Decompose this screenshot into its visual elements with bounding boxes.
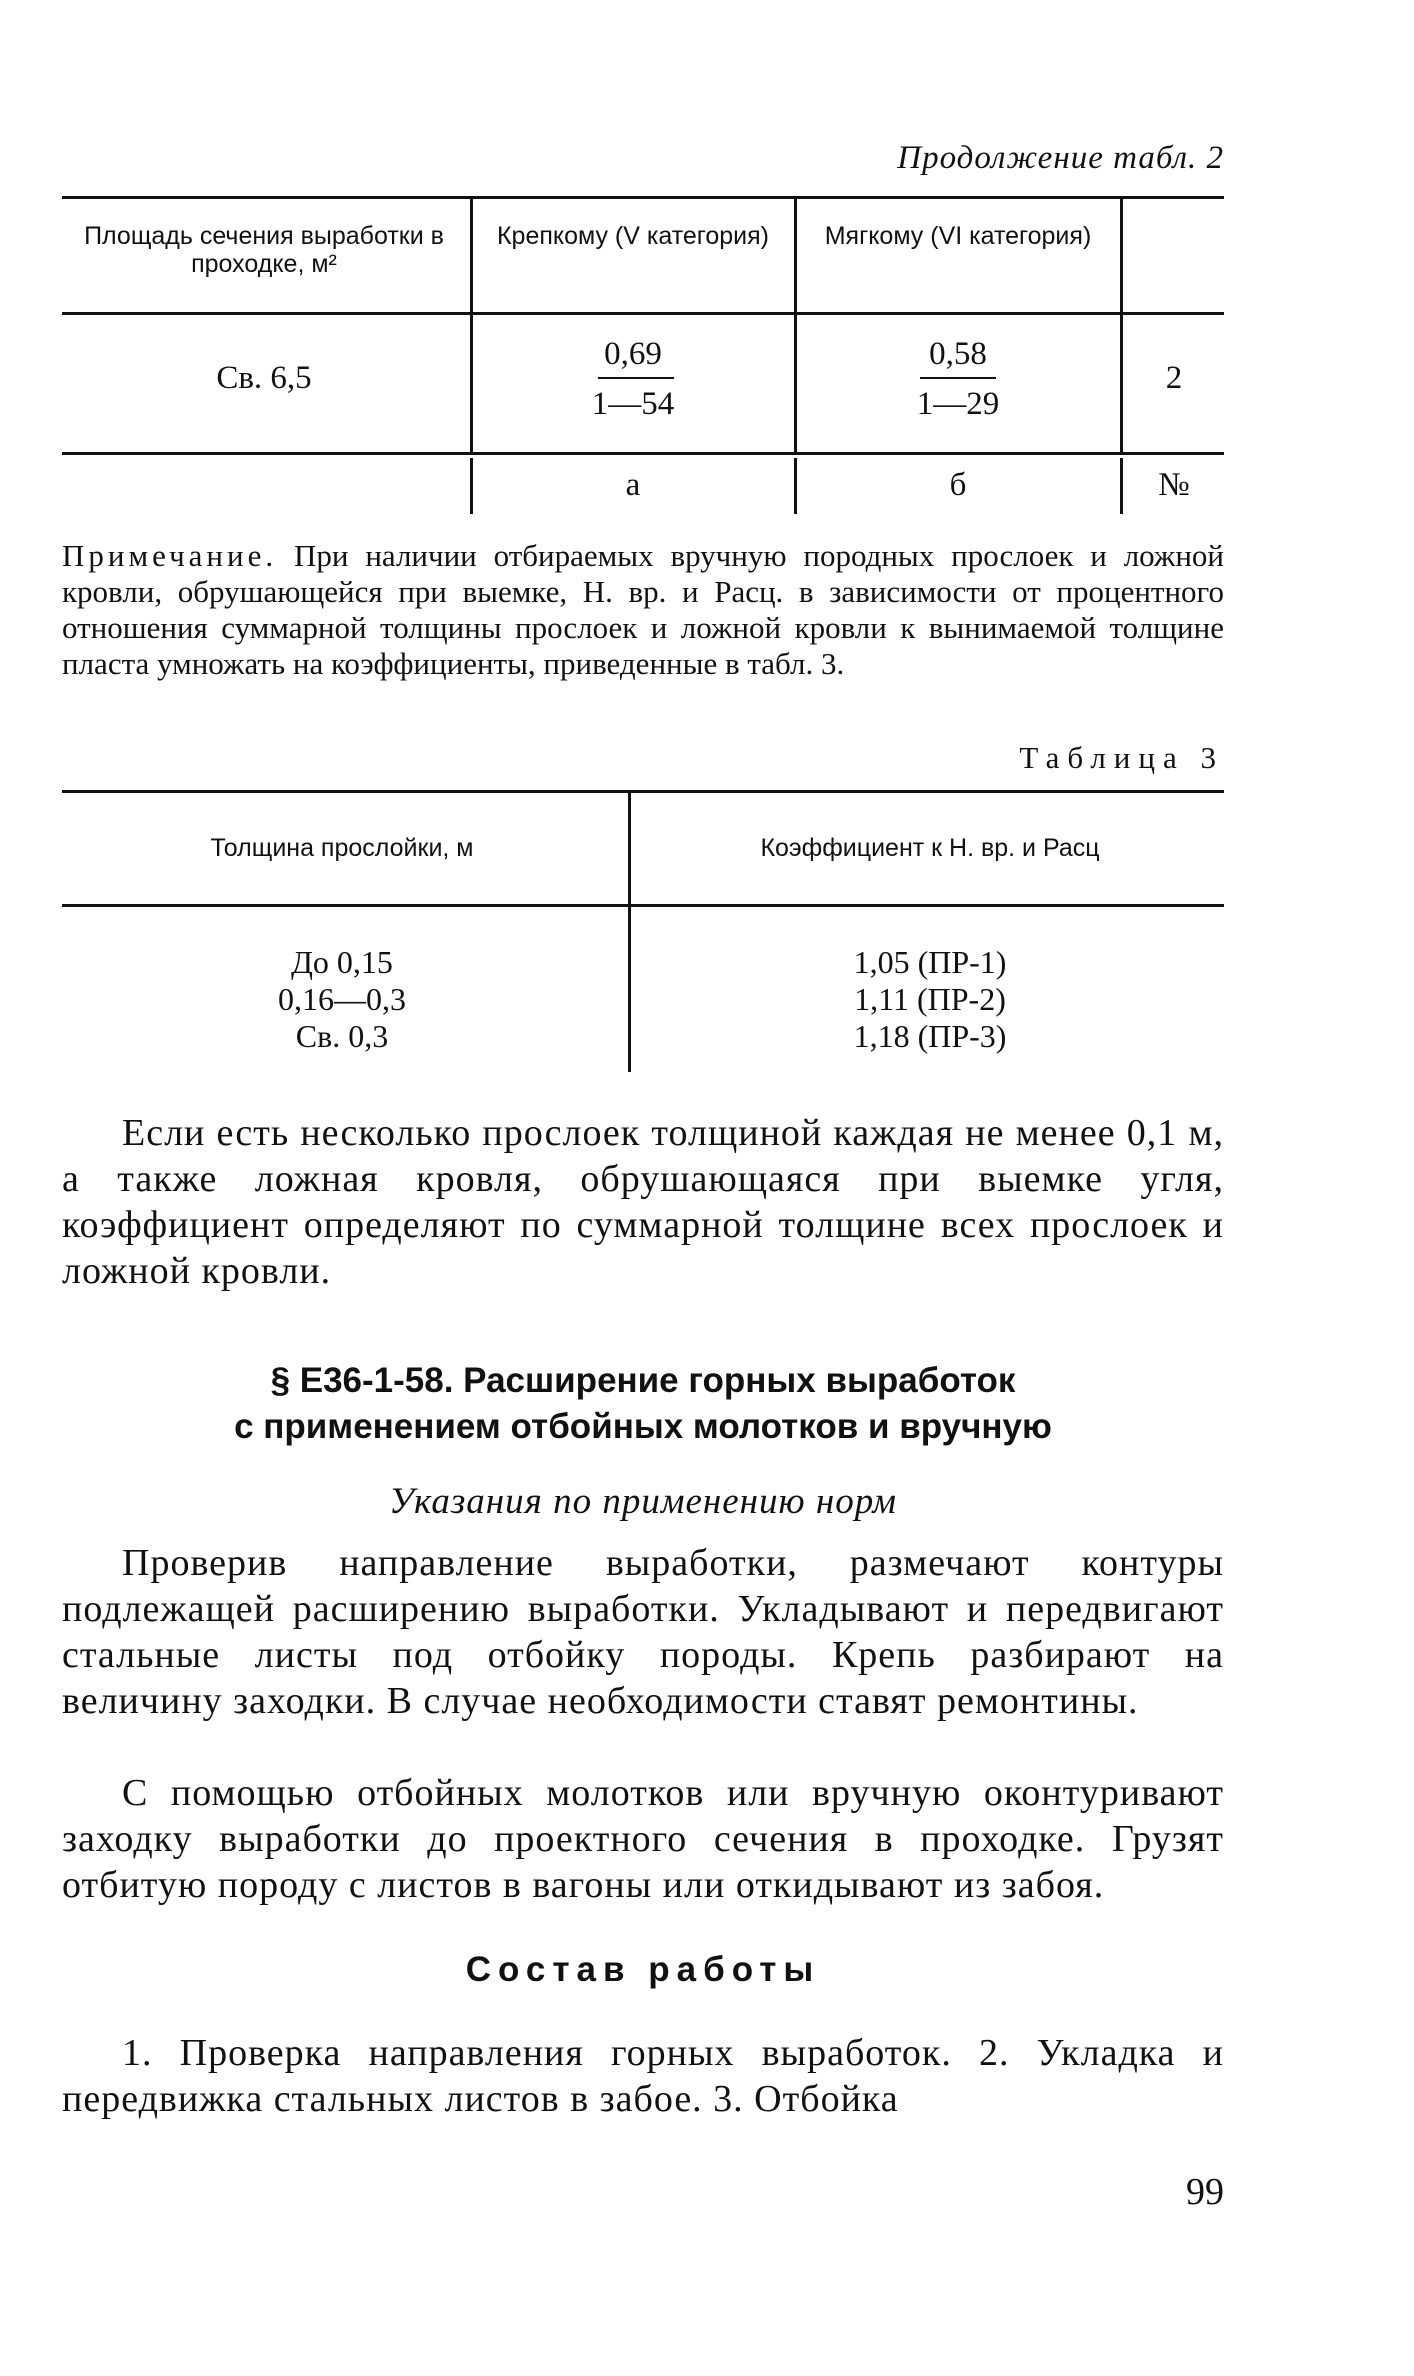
section-title-line: § Е36-1-58. Расширение горных выработок xyxy=(270,1361,1016,1400)
section-title-line: с применением отбойных молотков и вручную xyxy=(234,1407,1052,1446)
table-top-rule xyxy=(62,196,1224,199)
table-divider xyxy=(794,314,797,452)
fraction-bar xyxy=(598,377,674,379)
table-divider xyxy=(628,906,631,1072)
table-divider xyxy=(470,198,473,312)
table2-row-number: 2 xyxy=(1165,360,1183,396)
table-body-rule xyxy=(62,452,1224,455)
table2-strong-numerator: 0,69 xyxy=(604,336,662,372)
page-number: 99 xyxy=(1186,2171,1224,2213)
table3-header-thickness: Толщина прослойки, м xyxy=(210,834,474,862)
table2-soft-denominator: 1—29 xyxy=(916,386,1000,422)
note-paragraph xyxy=(62,538,1224,682)
section-title xyxy=(62,1358,1224,1450)
table3-coef-cell: 1,18 (ПР-3) xyxy=(853,1018,1007,1054)
table3-coef-cell: 1,11 (ПР-2) xyxy=(854,981,1006,1017)
table-top-rule xyxy=(62,790,1224,793)
note-label: Примечание. xyxy=(62,538,278,573)
table2-footer-a: а xyxy=(625,467,641,503)
table2-header-soft: Мягкому (VI категория) xyxy=(824,222,1092,250)
table3-header-coef: Коэффициент к Н. вр. и Расц xyxy=(760,834,1100,862)
paragraph-after-table: Если есть несколько прослоек толщиной каждая не менее 0,1 м, а также ложная кровля, обрушающаяся при выемке угля, коэффициент определяют по суммарной толщине всех прослоек и ложной кровли. xyxy=(62,1112,1224,1292)
table3-thickness-cell: Св. 0,3 xyxy=(295,1018,389,1054)
table-header-rule xyxy=(62,312,1224,315)
table-divider xyxy=(1120,198,1123,312)
table3-title: Таблица 3 xyxy=(1019,740,1224,775)
table-divider xyxy=(794,458,797,514)
table-divider xyxy=(628,792,631,904)
table-divider xyxy=(470,314,473,452)
body-paragraph-1: Проверив направление выработки, размечают контуры подлежащей расширению выработки. Укладывают и передвигают стальные листы под отбойку породы. Крепь разбирают на величину заходки. В случае необходимости ставят ремонтины. xyxy=(62,1542,1224,1722)
table3-thickness-cell: До 0,15 xyxy=(291,944,393,980)
table-continuation-label: Продолжение табл. 2 xyxy=(897,140,1224,176)
table2-strong-denominator: 1—54 xyxy=(591,386,675,422)
table2-header-strong: Крепкому (V категория) xyxy=(496,222,769,250)
table2-header-area: Площадь сечения выработки в проходке, м² xyxy=(84,222,444,278)
section-subtitle: Указания по применению норм xyxy=(389,1481,897,1522)
body-paragraph-2: С помощью отбойных молотков или вручную оконтуривают заходку выработки до проектного сечения в проходке. Грузят отбитую породу с листов в вагоны или откидывают из забоя. xyxy=(62,1772,1224,1906)
table2-area-value: Св. 6,5 xyxy=(216,360,312,396)
table3-thickness-column xyxy=(62,944,622,1055)
table-header-rule xyxy=(62,904,1224,907)
table3-coef-cell: 1,05 (ПР-1) xyxy=(853,944,1007,980)
table-divider xyxy=(794,198,797,312)
table-divider xyxy=(470,458,473,514)
table-divider xyxy=(1120,458,1123,514)
table3-thickness-cell: 0,16—0,3 xyxy=(278,981,406,1017)
composition-heading: Состав работы xyxy=(465,1950,821,1989)
table2-footer-b: б xyxy=(949,467,967,503)
document-page xyxy=(62,0,1224,2376)
fraction-bar xyxy=(920,377,996,379)
note-text: При наличии отбираемых вручную породных прослоек и ложной кровли, обрушающейся при выемке, Н. вр. и Расц. в зависимости от процентного отношения суммарной толщины прослоек и ложной кровли к вынимаемой толщине пласта умножать на коэффициенты, приведенные в табл. 3. xyxy=(62,538,1224,681)
composition-paragraph: 1. Проверка направления горных выработок. 2. Укладка и передвижка стальных листов в забое. 3. Отбойка xyxy=(62,2032,1224,2120)
table2-footer-num: № xyxy=(1158,467,1190,503)
table2-soft-numerator: 0,58 xyxy=(929,336,987,372)
table-divider xyxy=(1120,314,1123,452)
table3-coef-column xyxy=(636,944,1224,1055)
